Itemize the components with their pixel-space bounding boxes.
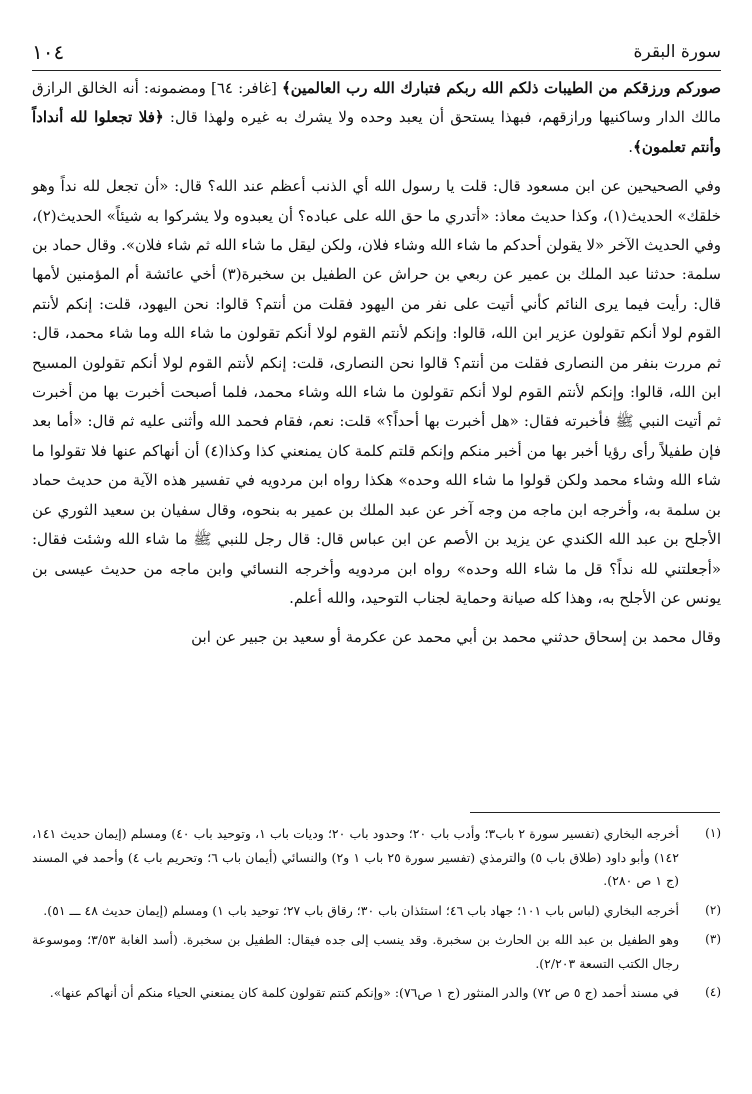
footnote-text: أخرجه البخاري (تفسير سورة ٢ باب٣؛ وأدب باب ٢٠؛ وحدود باب ٢٠؛ وديات باب ١، وتوحيد باب ٤٠) ومسلم (إيمان حديث ١٤١، ١٤٢) وأبو داود (طلاق باب ٥) والترمذي (تفسير سورة ٢٥ باب ١ و٢) والنسائي (أيمان باب ٦؛ وتحريم باب ٤) وأحمد في المسند (ج ١ ص ٢٨٠). xyxy=(32,826,680,888)
verse-reference: [غافر: ٦٤] ومضمونه: أنه الخالق الرازق مالك الدار وساكنيها ورازقهم، فبهذا يستحق أن يعبد وحده ولا يشرك به غيره ولهذا قال: xyxy=(32,79,721,127)
footnote-number: (٢) xyxy=(705,902,721,917)
footnote-divider xyxy=(470,812,720,813)
footnote-text: أخرجه البخاري (لباس باب ١٠١؛ جهاد باب ٤٦؛ استئذان باب ٣٠؛ رقاق باب ٢٧؛ توحيد باب ١) ومسلم (إيمان حديث ٤٨ ـــ ٥١). xyxy=(43,902,679,918)
surah-title: سورة البقرة xyxy=(633,42,721,62)
footnote xyxy=(32,899,721,923)
footnote xyxy=(32,928,721,975)
quran-verse: صوركم ورزقكم من الطيبات ذلكم الله ربكم فتبارك الله رب العالمين﴾ xyxy=(281,79,721,97)
paragraph-1 xyxy=(32,74,721,162)
footnote-number: (٤) xyxy=(705,985,721,999)
footnote-text: في مسند أحمد (ج ٥ ص ٧٢) والدر المنثور (ج ١ ص٧٦): «وإنكم كنتم تقولون كلمة كان يمنعني الحياء منكم أن أنهاكم عنها». xyxy=(49,985,679,1000)
main-text xyxy=(32,74,721,653)
page-number: ١٠٤ xyxy=(32,40,65,64)
paragraph-1-end: . xyxy=(628,137,634,156)
paragraph-2: وفي الصحيحين عن ابن مسعود قال: قلت يا رسول الله أي الذنب أعظم عند الله؟ قال: «أن تجعل لله نداً وهو خلقك» الحديث(١)، وكذا حديث معاذ: «أتدري ما حق الله على عباده؟ أن يعبدوه ولا يشركوا به شيئاً» الحديث(٢)، وفي الحديث الآخر «لا يقولن أحدكم ما شاء الله وشاء فلان، ولكن ليقل ما شاء الله ثم شاء فلان». وقال حماد بن سلمة: حدثنا عبد الملك بن عمير عن ربعي بن حراش عن الطفيل بن سخبرة(٣) أخي عائشة أم المؤمنين لأمها قال: رأيت فيما يرى النائم كأني أتيت على نفر من اليهود فقلت من أنتم؟ قالوا: نحن اليهود، قلت: إنكم لأنتم القوم لولا أنكم تقولون عزير ابن الله، قالوا: وإنكم لأنتم القوم لولا أنكم تقولون ما شاء الله وما شاء محمد، قال: ثم مررت بنفر من النصارى فقلت من أنتم؟ قالوا نحن النصارى، قلت: إنكم لأنتم القوم لولا أنكم تقولون المسيح ابن الله، قالوا: وإنكم لأنتم القوم لولا أنكم تقولون ما شاء الله وشاء محمد، فلما أصبحت أخبرت بها من أخبرت ثم أتيت النبي ﷺ فأخبرته فقال: «هل أخبرت بها أحداً؟» قلت: نعم، فقام فحمد الله وأثنى عليه ثم قال: «أما بعد فإن طفيلاً رأى رؤيا أخبر بها من أخبر منكم وإنكم قلتم كلمة كان يمنعني كذا وكذا(٤) أن أنهاكم عنها فلا تقولوا ما شاء الله وشاء محمد ولكن قولوا ما شاء الله وحده» هكذا رواه ابن مردويه في تفسير هذه الآية من حديث حماد بن سلمة به، وأخرجه ابن ماجه من وجه آخر عن عبد الملك بن عمير به بنحوه، وقال سفيان بن سعيد الثوري عن الأجلح بن عبد الله الكندي عن يزيد بن الأصم عن ابن عباس قال: قال رجل للنبي ﷺ ما شاء الله وشئت فقال: «أجعلتني لله نداً؟ قل ما شاء الله وحده» رواه ابن مردويه وأخرجه النسائي وابن ماجه من حديث عيسى بن يونس عن الأجلح به، وهذا كله صيانة وحماية لجناب التوحيد، والله أعلم. xyxy=(32,177,722,607)
header-divider xyxy=(32,70,721,71)
footnote-number: (٣) xyxy=(705,932,721,946)
quran-verse-2: ﴿فلا تجعلوا لله أنداداً وأنتم تعلمون﴾ xyxy=(32,108,721,156)
footnote xyxy=(32,822,721,893)
footnotes xyxy=(32,822,721,1011)
paragraph-3: وقال محمد بن إسحاق حدثني محمد بن أبي محمد عن عكرمة أو سعيد بن جبير عن ابن xyxy=(191,628,721,647)
footnote-text: وهو الطفيل بن عبد الله بن الحارث بن سخبرة. وقد ينسب إلى جده فيقال: الطفيل بن سخبرة. (أسد الغابة ٣/٥٣؛ وموسوعة رجال الكتب التسعة ٢/٢٠٣). xyxy=(32,932,679,971)
footnote xyxy=(32,981,721,1005)
page-header xyxy=(32,38,721,68)
footnote-number: (١) xyxy=(705,826,721,840)
